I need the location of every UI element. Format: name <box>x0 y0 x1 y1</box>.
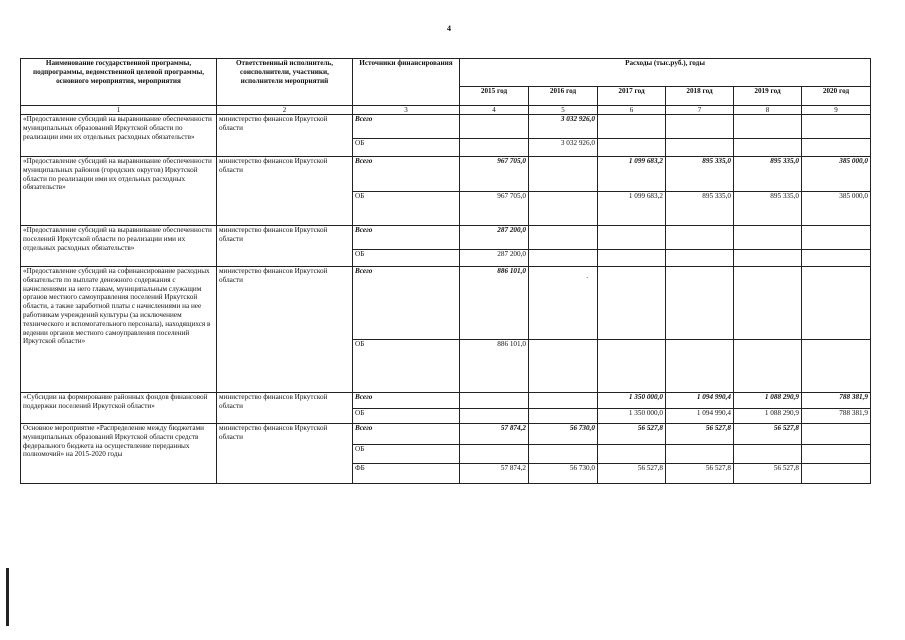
funding-source: Всего <box>353 267 460 340</box>
expense-value <box>666 139 734 157</box>
expense-value: 886 101,0 <box>460 267 529 340</box>
responsible-executor: министерство финансов Иркутской области <box>217 267 353 393</box>
expense-value: 895 335,0 <box>666 157 734 192</box>
expense-value: 895 335,0 <box>734 157 802 192</box>
column-numbers-row <box>21 106 871 115</box>
measure-name: «Предоставление субсидий на выравнивание обеспеченности муниципальных районов (городских округов) Иркутской области по реализации ими их отдельных расходных обязательств» <box>21 157 217 226</box>
column-number: 2 <box>217 106 353 115</box>
expense-value <box>802 250 871 267</box>
expense-value: 56 527,8 <box>598 424 666 445</box>
scan-edge-mark <box>6 568 9 626</box>
expense-value: 1 350 000,0 <box>598 393 666 409</box>
responsible-executor: министерство финансов Иркутской области <box>217 115 353 157</box>
expense-value <box>529 192 598 226</box>
table-row <box>21 424 871 445</box>
funding-source: ОБ <box>353 250 460 267</box>
measure-name: «Предоставление субсидий на софинансирование расходных обязательств по выплате денежного содержания с начислениями на него главам, муниципальным служащим органов местного самоуправления поселений Иркутской области, а также заработной платы с начислениями на нее работникам учреждений культуры (за исключением технического и вспомогательного персонала), находящихся в ведении органов местного самоуправления поселений Иркутской области» <box>21 267 217 393</box>
expense-value: 1 094 990,4 <box>666 409 734 424</box>
expense-value: 385 000,0 <box>802 192 871 226</box>
header-source: Источники финансирования <box>353 59 460 106</box>
expense-value <box>802 139 871 157</box>
expense-value <box>734 445 802 464</box>
header-year: 2018 год <box>666 87 734 106</box>
expense-value <box>529 250 598 267</box>
funding-source: ФБ <box>353 464 460 484</box>
responsible-executor: министерство финансов Иркутской области <box>217 226 353 267</box>
expense-value <box>734 267 802 340</box>
header-name: Наименование государственной программы, подпрограммы, ведомственной целевой программы, основного мероприятия, мероприятия <box>21 59 217 106</box>
expense-value: 287 200,0 <box>460 226 529 250</box>
expense-value: 287 200,0 <box>460 250 529 267</box>
measure-name: «Предоставление субсидий на выравнивание обеспеченности поселений Иркутской области по реализации ими их отдельных расходных обязательств» <box>21 226 217 267</box>
expense-value: 56 527,8 <box>598 464 666 484</box>
expense-value <box>529 157 598 192</box>
expense-value: 56 730,0 <box>529 464 598 484</box>
expense-value: 967 705,0 <box>460 157 529 192</box>
column-number: 7 <box>666 106 734 115</box>
expense-value: 3 032 926,0 <box>529 115 598 139</box>
expense-value <box>598 267 666 340</box>
header-year: 2019 год <box>734 87 802 106</box>
column-number: 8 <box>734 106 802 115</box>
expense-value <box>529 409 598 424</box>
header-year: 2020 год <box>802 87 871 106</box>
expense-value: 57 874,2 <box>460 464 529 484</box>
funding-source: Всего <box>353 157 460 192</box>
funding-source: Всего <box>353 226 460 250</box>
header-year: 2015 год <box>460 87 529 106</box>
expense-value <box>666 445 734 464</box>
expense-value <box>802 340 871 393</box>
expense-value: 895 335,0 <box>734 192 802 226</box>
table-row <box>21 115 871 139</box>
expense-value <box>802 445 871 464</box>
header-expenses: Расходы (тыс.руб.), годы <box>460 59 871 87</box>
expense-value: 56 527,8 <box>734 424 802 445</box>
expense-value <box>460 409 529 424</box>
expense-value: 1 099 683,2 <box>598 192 666 226</box>
expense-value <box>598 115 666 139</box>
column-number: 9 <box>802 106 871 115</box>
expense-value <box>598 340 666 393</box>
table-row <box>21 226 871 250</box>
expense-value <box>802 464 871 484</box>
measure-name: «Субсидии на формирование районных фондов финансовой поддержки поселений Иркутской области» <box>21 393 217 424</box>
expense-value <box>802 267 871 340</box>
expense-value <box>802 424 871 445</box>
column-number: 4 <box>460 106 529 115</box>
table-row <box>21 267 871 340</box>
expense-value <box>529 226 598 250</box>
header-year: 2016 год <box>529 87 598 106</box>
expense-value <box>460 445 529 464</box>
expense-value: 967 705,0 <box>460 192 529 226</box>
column-number: 5 <box>529 106 598 115</box>
table-row <box>21 157 871 192</box>
expense-value <box>598 250 666 267</box>
funding-source: ОБ <box>353 445 460 464</box>
expense-value <box>460 393 529 409</box>
expense-value <box>734 115 802 139</box>
header-responsible: Ответственный исполнитель, соисполнители, участники, исполнители мероприятий <box>217 59 353 106</box>
column-number: 3 <box>353 106 460 115</box>
expense-value: 895 335,0 <box>666 192 734 226</box>
expense-value <box>598 445 666 464</box>
table-row <box>21 393 871 409</box>
expense-value <box>734 340 802 393</box>
expense-value <box>666 115 734 139</box>
scan-speck: · <box>586 274 589 282</box>
expense-value: 1 094 990,4 <box>666 393 734 409</box>
expense-value: 385 000,0 <box>802 157 871 192</box>
expense-value <box>598 139 666 157</box>
funding-source: ОБ <box>353 192 460 226</box>
expense-value <box>666 250 734 267</box>
expense-value <box>529 393 598 409</box>
funding-source: Всего <box>353 424 460 445</box>
expense-value: 3 032 926,0 <box>529 139 598 157</box>
expense-value: 56 527,8 <box>666 424 734 445</box>
expense-value: 1 088 290,9 <box>734 409 802 424</box>
expense-value: 1 088 290,9 <box>734 393 802 409</box>
expense-value: 1 099 683,2 <box>598 157 666 192</box>
expense-value: 1 350 000,0 <box>598 409 666 424</box>
responsible-executor: министерство финансов Иркутской области <box>217 393 353 424</box>
funding-source: ОБ <box>353 340 460 393</box>
expenses-table <box>20 58 871 484</box>
header-row <box>21 59 871 87</box>
expense-value: 57 874,2 <box>460 424 529 445</box>
expense-value <box>734 250 802 267</box>
expense-value: 886 101,0 <box>460 340 529 393</box>
funding-source: Всего <box>353 393 460 409</box>
expense-value <box>460 139 529 157</box>
expense-value: 56 527,8 <box>734 464 802 484</box>
funding-source: ОБ <box>353 409 460 424</box>
expense-value <box>666 267 734 340</box>
expense-value <box>460 115 529 139</box>
column-number: 6 <box>598 106 666 115</box>
funding-source: Всего <box>353 115 460 139</box>
page-number: 4 <box>447 24 451 33</box>
header-year: 2017 год <box>598 87 666 106</box>
responsible-executor: министерство финансов Иркутской области <box>217 424 353 484</box>
expense-value: 788 381,9 <box>802 393 871 409</box>
expense-value <box>734 226 802 250</box>
expense-value <box>598 226 666 250</box>
expense-value <box>802 115 871 139</box>
expense-value <box>666 340 734 393</box>
measure-name: Основное мероприятие «Распределение между бюджетами муниципальных образований Иркутской области средств федерального бюджета на осуществление переданных полномочий» на 2015-2020 годы <box>21 424 217 484</box>
expense-value <box>529 445 598 464</box>
expense-value <box>529 340 598 393</box>
expense-value <box>802 226 871 250</box>
expense-value <box>666 226 734 250</box>
measure-name: «Предоставление субсидий на выравнивание обеспеченности муниципальных образований Иркутской области по реализации ими их отдельных расходных обязательств» <box>21 115 217 157</box>
column-number: 1 <box>21 106 217 115</box>
responsible-executor: министерство финансов Иркутской области <box>217 157 353 226</box>
expense-value: 56 730,0 <box>529 424 598 445</box>
funding-source: ОБ <box>353 139 460 157</box>
expense-value: 56 527,8 <box>666 464 734 484</box>
expense-value <box>734 139 802 157</box>
expense-value: 788 381,9 <box>802 409 871 424</box>
